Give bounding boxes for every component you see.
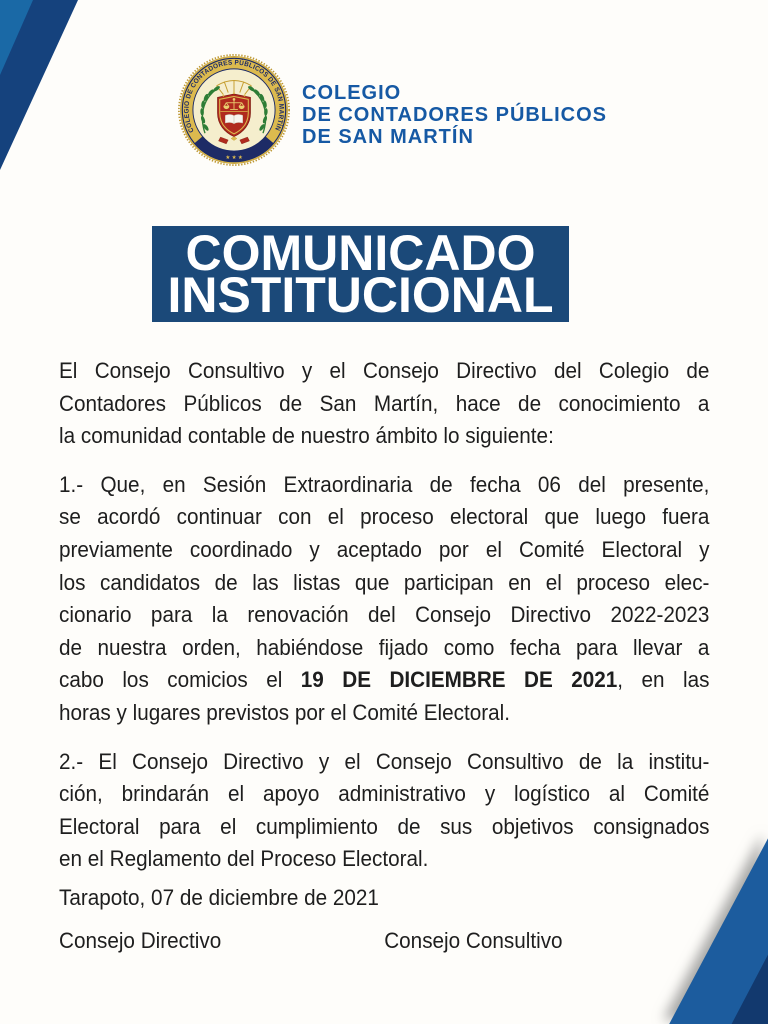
org-wordmark xyxy=(302,82,607,148)
text-line: cionario para la renovación del Consejo Directivo 2022-2023 xyxy=(59,602,710,628)
title-banner xyxy=(152,226,569,322)
org-name-line2: DE CONTADORES PÚBLICOS xyxy=(302,104,607,126)
institution-seal-icon xyxy=(176,52,292,168)
text-line: 1.- Que, en Sesión Extraordinaria de fecha 06 del presente, xyxy=(59,471,710,497)
org-name-line1: COLEGIO xyxy=(302,82,402,104)
dateline: Tarapoto, 07 de diciembre de 2021 xyxy=(59,884,379,910)
text-line: de nuestra orden, habiéndose fijado como fecha para llevar a xyxy=(59,634,710,660)
paragraph xyxy=(59,355,709,453)
text-line: la comunidad contable de nuestro ámbito lo siguiente: xyxy=(59,423,554,449)
paragraph xyxy=(59,469,709,730)
text-line: El Consejo Consultivo y el Consejo Directivo del Colegio de xyxy=(59,358,710,383)
text-line: en el Reglamento del Proceso Electoral. xyxy=(59,846,429,872)
text-line: previamente coordinado y aceptado por el Comité Electoral y xyxy=(59,536,710,562)
book-icon xyxy=(225,114,242,123)
body-text xyxy=(59,355,709,957)
text-segment: , en las xyxy=(617,667,710,693)
text-line: Contadores Públicos de San Martín, hace de conocimiento a xyxy=(59,390,710,416)
text-line: ción, brindarán el apoyo administrativo y logístico al Comité xyxy=(59,781,710,807)
org-name-line3: DE SAN MARTÍN xyxy=(302,126,474,148)
signature-row xyxy=(59,925,709,958)
signature-consejo-directivo: Consejo Directivo xyxy=(59,927,222,953)
paragraph xyxy=(59,746,709,876)
text-line xyxy=(59,664,709,697)
text-line: horas y lugares previstos por el Comité Electoral. xyxy=(59,699,511,725)
seal-stars: ★ ★ ★ xyxy=(225,154,243,161)
text-segment: cabo los comicios el xyxy=(59,667,301,693)
signature-consejo-consultivo: Consejo Consultivo xyxy=(384,927,563,953)
text-line: 2.- El Consejo Directivo y el Consejo Consultivo de la institu- xyxy=(59,748,710,774)
seal-ring-text: COLEGIO DE CONTADORES PÚBLICOS DE SAN MARTÍN xyxy=(183,59,285,134)
text-line: se acordó continuar con el proceso electoral que luego fuera xyxy=(59,504,710,530)
highlighted-date: 19 DE DICIEMBRE DE 2021 xyxy=(300,667,618,693)
banner-line2: INSTITUCIONAL xyxy=(167,267,554,323)
body-paragraphs xyxy=(59,355,709,876)
banner-line1: COMUNICADO xyxy=(185,225,536,281)
text-line: los candidatos de las listas que participan en el proceso elec- xyxy=(59,569,710,595)
text-line: Electoral para el cumplimiento de sus objetivos consignados xyxy=(59,813,710,839)
